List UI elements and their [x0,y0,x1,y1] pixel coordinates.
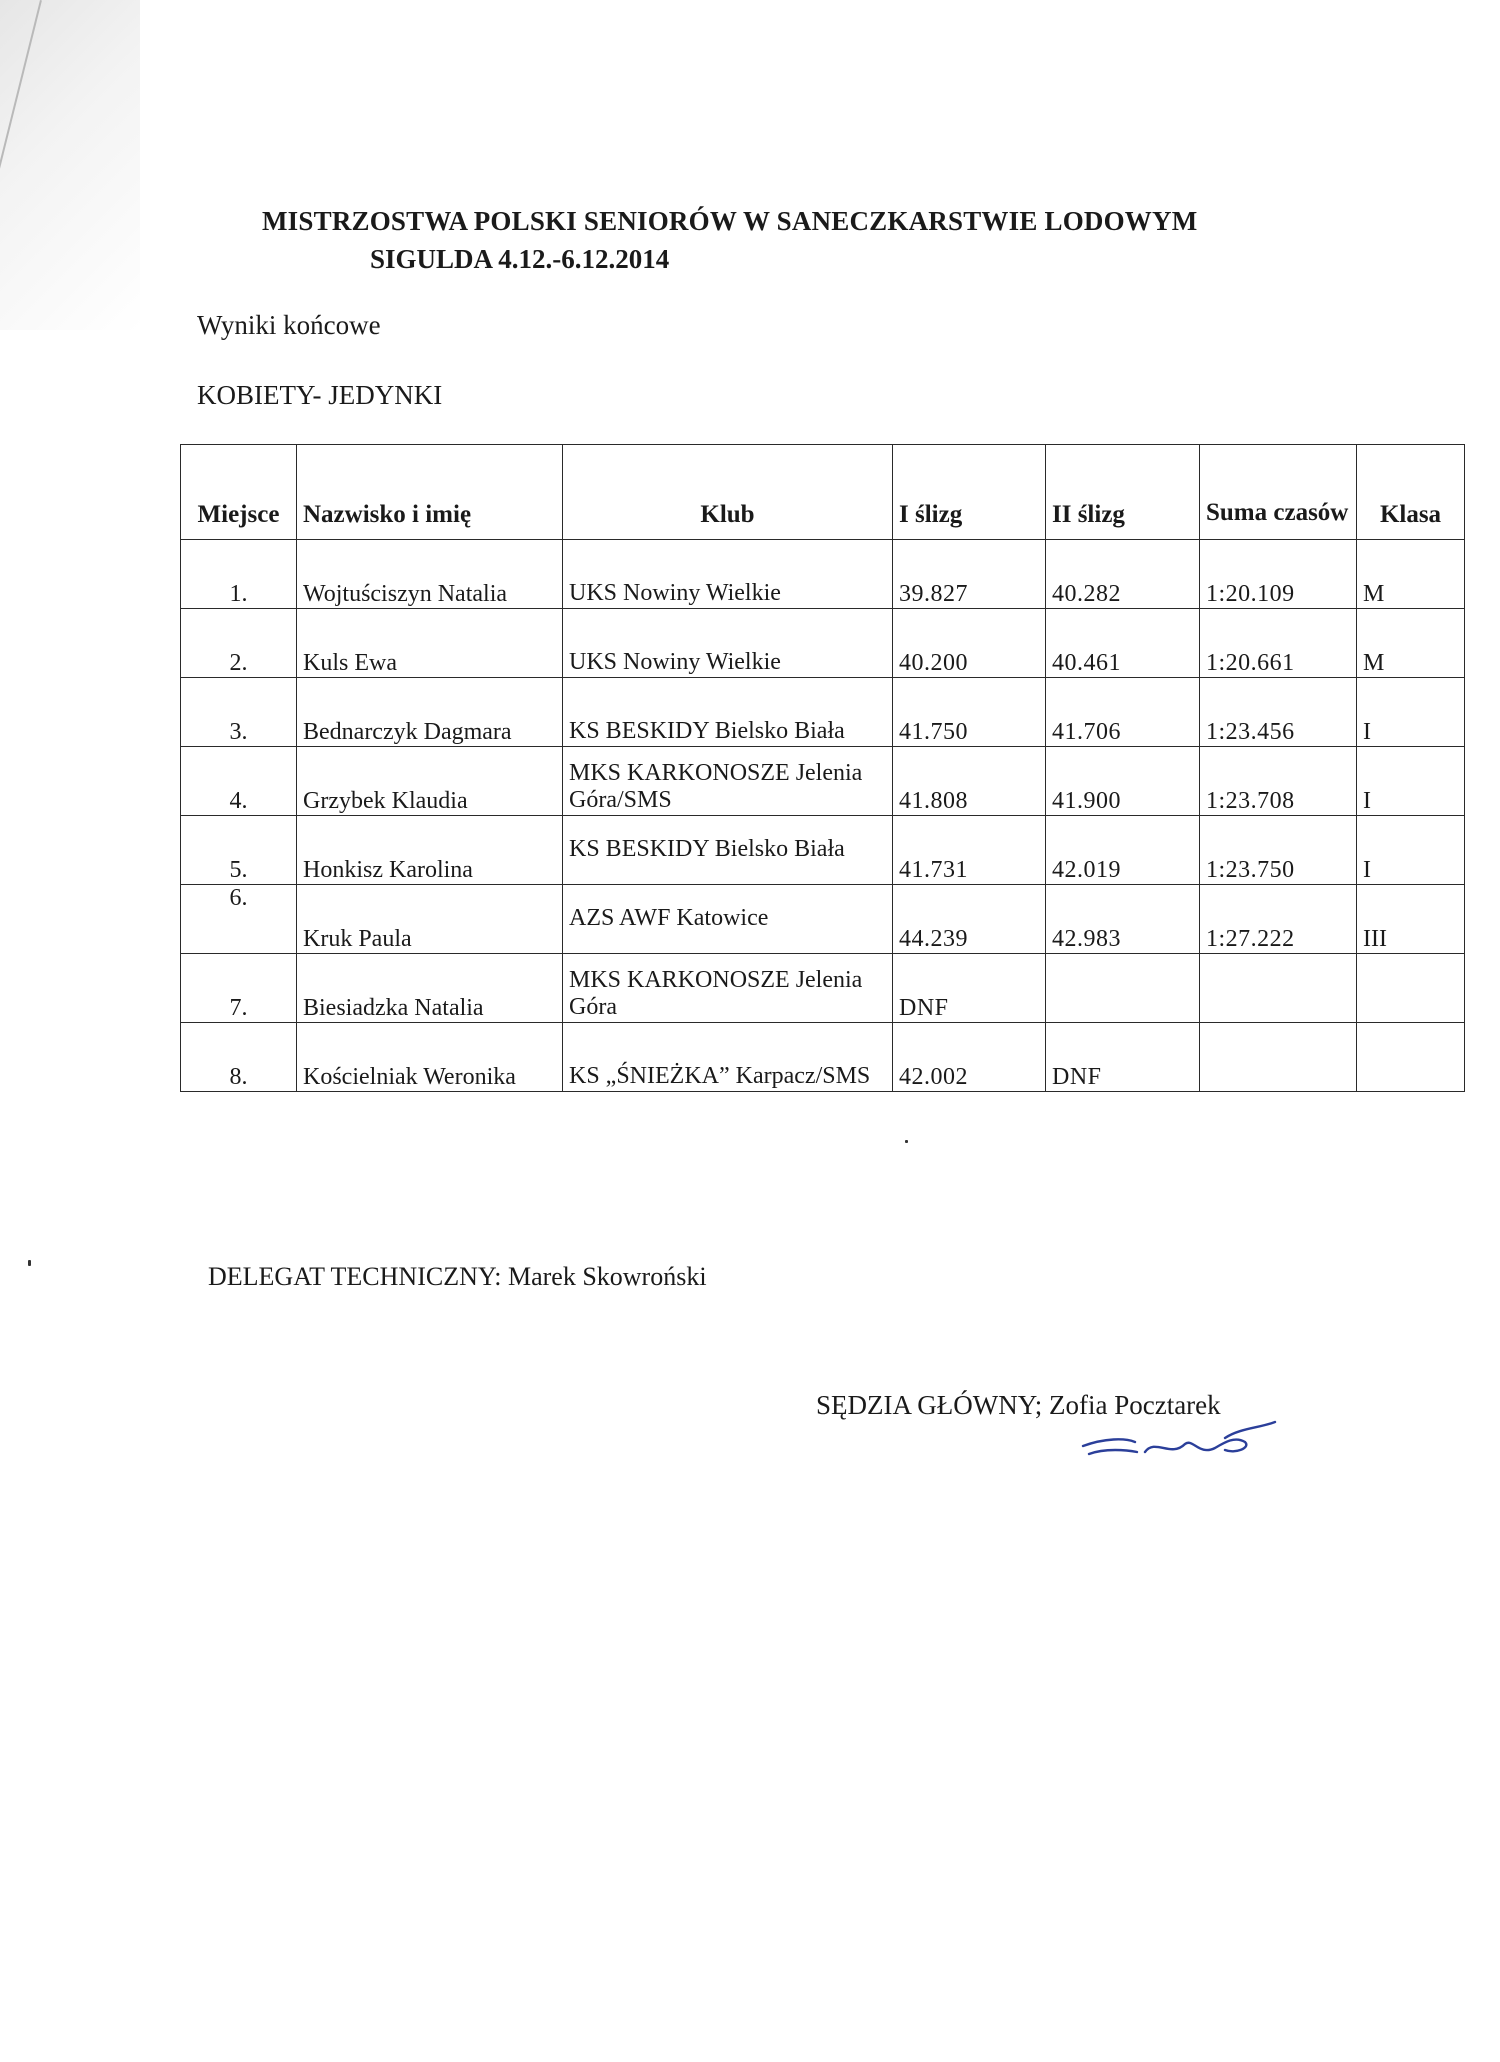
table-row [181,609,1465,678]
cell-total [1200,954,1357,1023]
table-header-row [181,445,1465,540]
cell-run1: 41.750 [893,678,1046,747]
cell-run2: 40.282 [1046,540,1200,609]
technical-delegate: DELEGAT TECHNICZNY: Marek Skowroński [208,1262,707,1291]
cell-klasa: M [1357,609,1465,678]
table-row [181,816,1465,885]
cell-run1: 39.827 [893,540,1046,609]
cell-club: AZS AWF Katowice [563,885,893,954]
cell-place: 2. [181,609,297,678]
cell-club: KS „ŚNIEŻKA” Karpacz/SMS [563,1023,893,1092]
col-header-miejsce: Miejsce [181,445,297,540]
table-row [181,1023,1465,1092]
event-location-dates: SIGULDA 4.12.-6.12.2014 [370,244,670,274]
cell-klasa: I [1357,747,1465,816]
table-row [181,954,1465,1023]
cell-place: 4. [181,747,297,816]
cell-name: Grzybek Klaudia [297,747,563,816]
cell-run2: DNF [1046,1023,1200,1092]
cell-run2: 40.461 [1046,609,1200,678]
col-header-klasa: Klasa [1357,445,1465,540]
cell-club: UKS Nowiny Wielkie [563,540,893,609]
scan-edge-shadow [0,0,140,330]
cell-run1: 40.200 [893,609,1046,678]
cell-klasa [1357,954,1465,1023]
cell-total: 1:23.708 [1200,747,1357,816]
cell-run1: 42.002 [893,1023,1046,1092]
cell-name: Bednarczyk Dagmara [297,678,563,747]
col-header-suma: Suma czasów [1200,445,1357,540]
cell-total: 1:20.109 [1200,540,1357,609]
cell-total: 1:20.661 [1200,609,1357,678]
cell-name: Biesiadzka Natalia [297,954,563,1023]
results-table [180,444,1465,1092]
cell-name: Kościelniak Weronika [297,1023,563,1092]
col-header-slizg1: I ślizg [893,445,1046,540]
cell-total [1200,1023,1357,1092]
cell-total: 1:23.456 [1200,678,1357,747]
cell-place: 3. [181,678,297,747]
cell-total: 1:27.222 [1200,885,1357,954]
scan-speck [28,1260,31,1266]
cell-klasa: M [1357,540,1465,609]
cell-klasa: I [1357,678,1465,747]
col-header-slizg2: II ślizg [1046,445,1200,540]
cell-club: UKS Nowiny Wielkie [563,609,893,678]
table-row [181,540,1465,609]
chief-judge: SĘDZIA GŁÓWNY; Zofia Pocztarek [816,1390,1221,1420]
cell-place: 1. [181,540,297,609]
cell-run1: 41.731 [893,816,1046,885]
cell-name: Kuls Ewa [297,609,563,678]
cell-club: MKS KARKONOSZE Jelenia Góra [563,954,893,1023]
cell-club: MKS KARKONOSZE Jelenia Góra/SMS [563,747,893,816]
document-title: MISTRZOSTWA POLSKI SENIORÓW W SANECZKARSTWIE LODOWYM [262,206,1198,236]
cell-name: Wojtuściszyn Natalia [297,540,563,609]
cell-run2: 41.900 [1046,747,1200,816]
cell-run2: 42.983 [1046,885,1200,954]
table-row [181,885,1465,954]
cell-place: 8. [181,1023,297,1092]
cell-run1: 44.239 [893,885,1046,954]
cell-club: KS BESKIDY Bielsko Biała [563,816,893,885]
col-header-nazwisko: Nazwisko i imię [297,445,563,540]
cell-place: 6. [181,885,297,954]
table-row [181,747,1465,816]
cell-klasa [1357,1023,1465,1092]
cell-klasa: III [1357,885,1465,954]
cell-run1: 41.808 [893,747,1046,816]
cell-club: KS BESKIDY Bielsko Biała [563,678,893,747]
col-header-klub: Klub [563,445,893,540]
cell-run2: 42.019 [1046,816,1200,885]
cell-name: Kruk Paula [297,885,563,954]
cell-place: 5. [181,816,297,885]
table-row [181,678,1465,747]
cell-name: Honkisz Karolina [297,816,563,885]
cell-run2: 41.706 [1046,678,1200,747]
cell-klasa: I [1357,816,1465,885]
results-subtitle: Wyniki końcowe [197,310,381,340]
cell-total: 1:23.750 [1200,816,1357,885]
cell-run2 [1046,954,1200,1023]
cell-run1: DNF [893,954,1046,1023]
cell-place: 7. [181,954,297,1023]
signature-scribble [1075,1408,1285,1468]
category-heading: KOBIETY- JEDYNKI [197,380,443,410]
scan-speck [905,1140,908,1143]
